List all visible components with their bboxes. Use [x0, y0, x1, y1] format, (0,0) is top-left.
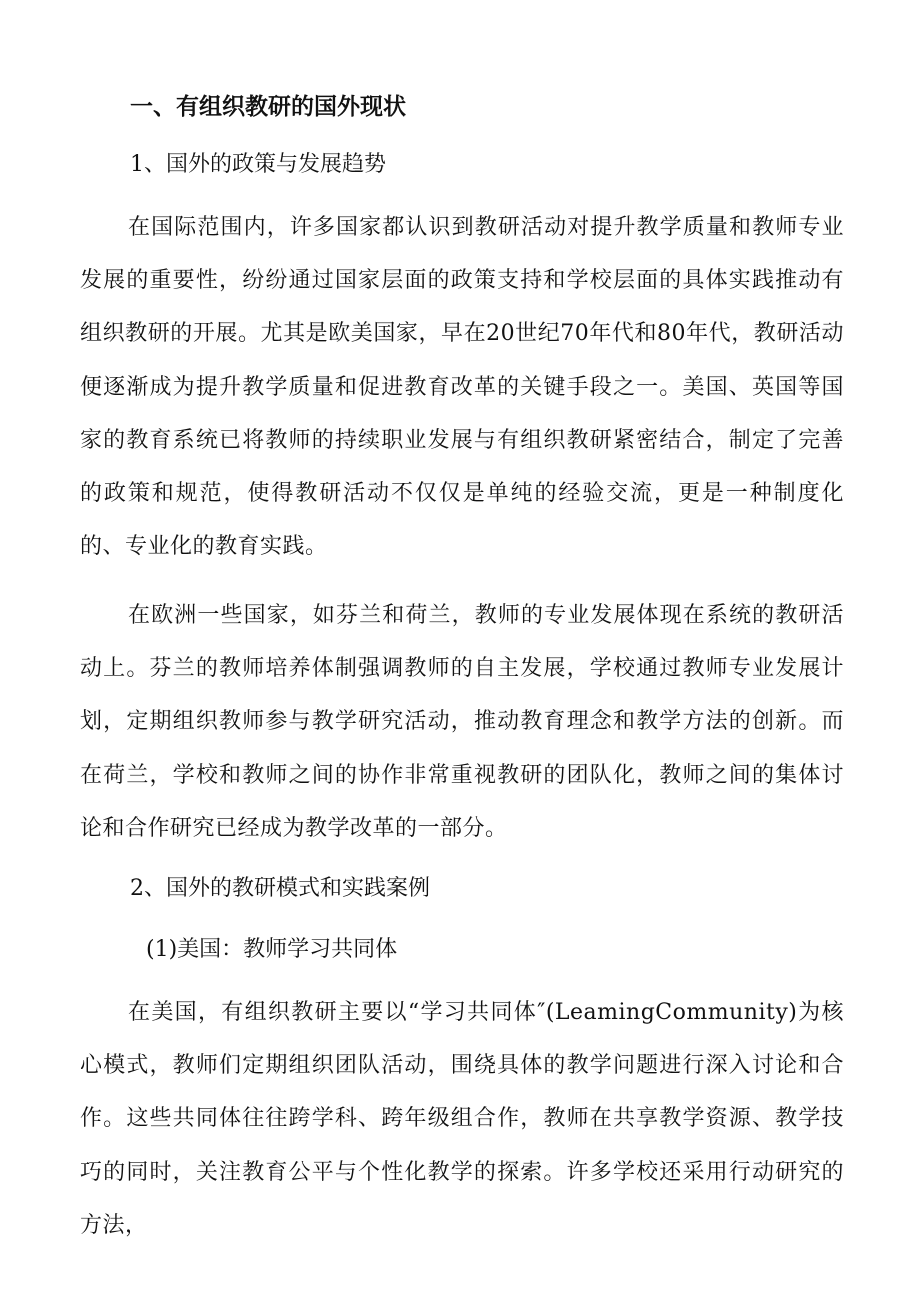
section-1-paragraph-2: 在欧洲一些国家，如芬兰和荷兰，教师的专业发展体现在系统的教研活动上。芬兰的教师培养体制强调教师的自主发展，学校通过教师专业发展计划，定期组织教师参与教学研究活动，推动教育理念和教学方法的创新。而在荷兰，学校和教师之间的协作非常重视教研的团队化，教师之间的集体讨论和合作研究已经成为教学改革的一部分。	[80, 603, 844, 841]
subsection-1-title: (1)美国：教师学习共同体	[146, 937, 398, 962]
main-heading: 一、有组织教研的国外现状	[130, 93, 406, 120]
subsection-1-paragraph: 在美国，有组织教研主要以“学习共同体″(LeamingCommunity)为核心模式，教师们定期组织团队活动，围绕具体的教学问题进行深入讨论和合作。这些共同体往往跨学科、跨年级组合作，教师在共享教学资源、教学技巧的同时，关注教育公平与个性化教学的探索。许多学校还采用行动研究的方法，	[80, 1000, 844, 1238]
section-1-title: 1、国外的政策与发展趋势	[130, 152, 386, 177]
section-2-title: 2、国外的教研模式和实践案例	[130, 876, 430, 901]
section-1-paragraph-1: 在国际范围内，许多国家都认识到教研活动对提升教学质量和教师专业发展的重要性，纷纷通过国家层面的政策支持和学校层面的具体实践推动有组织教研的开展。尤其是欧美国家，早在20世纪70年代和80年代，教研活动便逐渐成为提升教学质量和促进教育改革的关键手段之一。美国、英国等国家的教育系统已将教师的持续职业发展与有组织教研紧密结合，制定了完善的政策和规范，使得教研活动不仅仅是单纯的经验交流，更是一种制度化的、专业化的教育实践。	[80, 215, 844, 560]
